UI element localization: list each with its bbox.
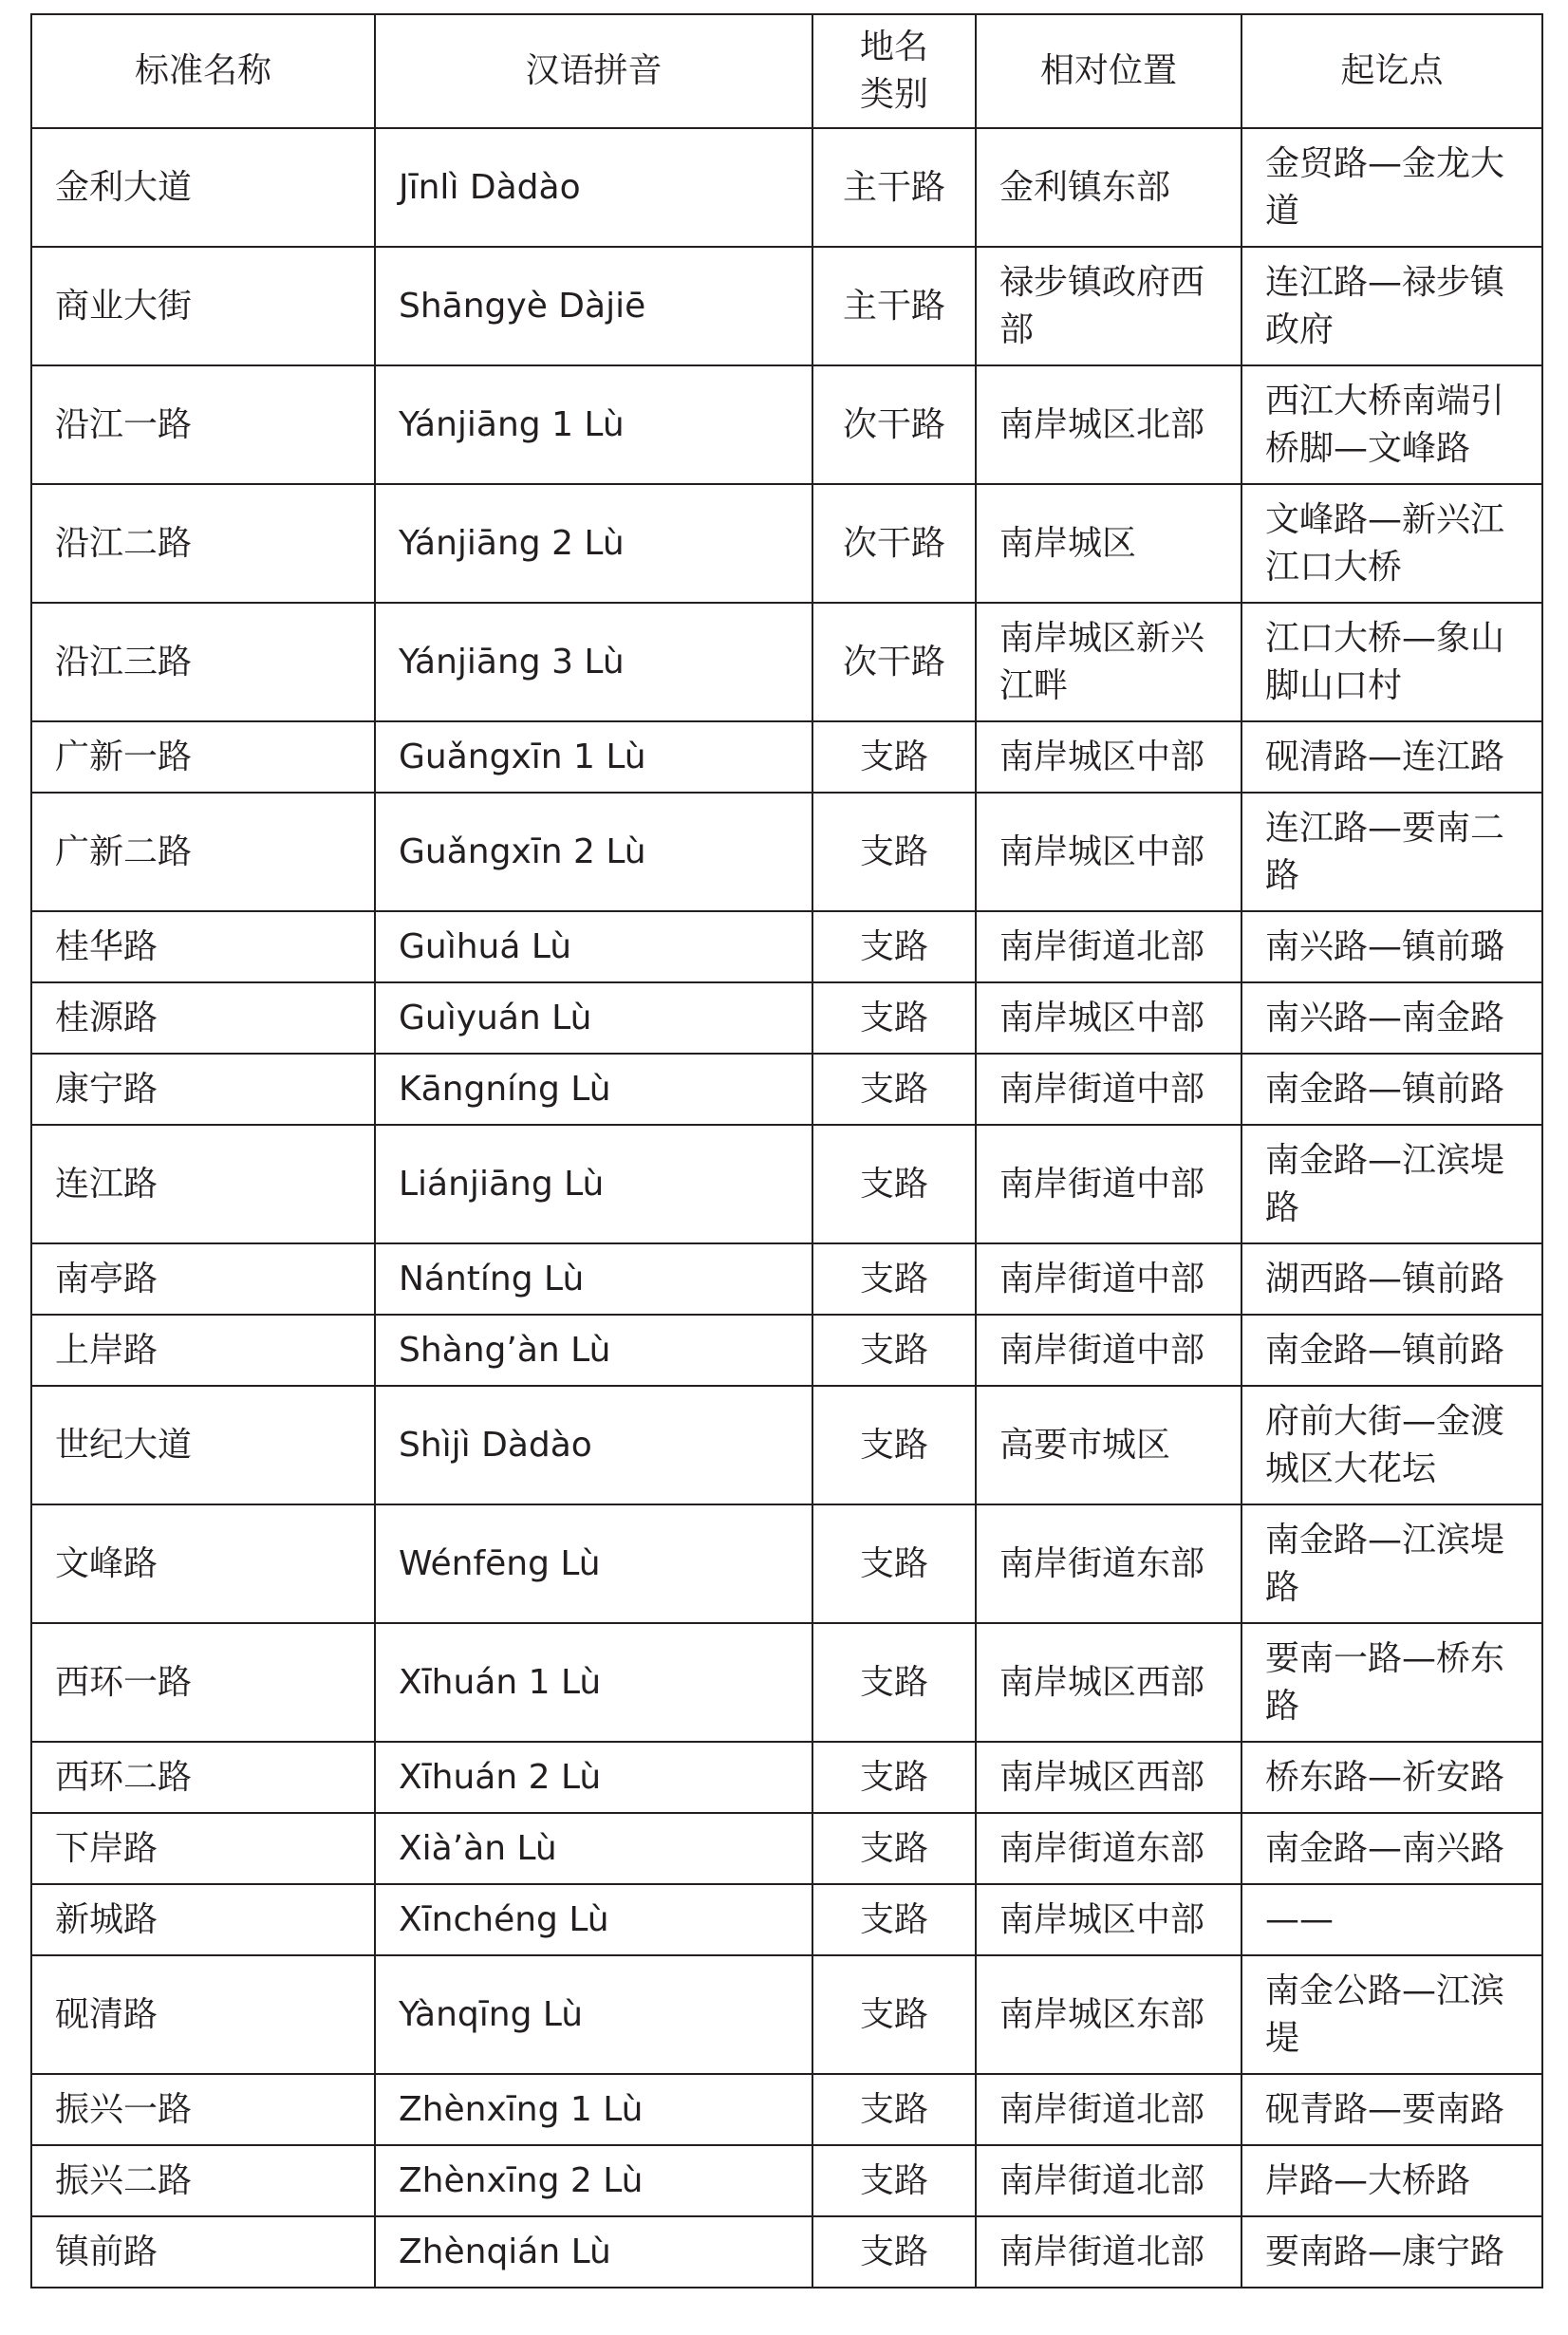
cell-category: 支路 (812, 1623, 976, 1742)
cell-pinyin: Xià’àn Lù (375, 1813, 812, 1884)
cell-standard-name: 沿江二路 (31, 484, 375, 603)
cell-category: 支路 (812, 1315, 976, 1386)
header-standard-name: 标准名称 (31, 14, 375, 128)
cell-category: 主干路 (812, 128, 976, 247)
cell-endpoints: 要南路—康宁路 (1241, 2216, 1542, 2288)
cell-category: 支路 (812, 793, 976, 911)
cell-pinyin: Guìyuán Lù (375, 982, 812, 1054)
cell-pinyin: Guìhuá Lù (375, 911, 812, 982)
header-row (31, 14, 1542, 128)
table-row (31, 1742, 1542, 1813)
cell-category: 次干路 (812, 603, 976, 721)
table-row (31, 721, 1542, 793)
cell-location: 南岸街道北部 (976, 911, 1241, 982)
table-body (31, 128, 1542, 2288)
cell-standard-name: 连江路 (31, 1125, 375, 1243)
cell-pinyin: Yánjiāng 1 Lù (375, 365, 812, 484)
cell-endpoints: 砚清路—连江路 (1241, 721, 1542, 793)
cell-standard-name: 康宁路 (31, 1054, 375, 1125)
cell-location: 高要市城区 (976, 1386, 1241, 1504)
table-row (31, 365, 1542, 484)
cell-standard-name: 下岸路 (31, 1813, 375, 1884)
cell-category: 支路 (812, 1813, 976, 1884)
cell-pinyin: Xīhuán 1 Lù (375, 1623, 812, 1742)
cell-category: 支路 (812, 1125, 976, 1243)
cell-category: 主干路 (812, 247, 976, 365)
cell-pinyin: Nántíng Lù (375, 1243, 812, 1315)
cell-category: 次干路 (812, 484, 976, 603)
table-row (31, 2216, 1542, 2288)
cell-location: 南岸街道北部 (976, 2145, 1241, 2216)
cell-endpoints: 桥东路—祈安路 (1241, 1742, 1542, 1813)
cell-endpoints: 南兴路—镇前璐 (1241, 911, 1542, 982)
cell-location: 南岸城区西部 (976, 1623, 1241, 1742)
table-row (31, 1623, 1542, 1742)
cell-location: 南岸街道中部 (976, 1243, 1241, 1315)
cell-location: 南岸城区新兴江畔 (976, 603, 1241, 721)
cell-standard-name: 上岸路 (31, 1315, 375, 1386)
header-category: 地名 类别 (812, 14, 976, 128)
table-row (31, 1315, 1542, 1386)
cell-pinyin: Shàng’àn Lù (375, 1315, 812, 1386)
cell-category: 支路 (812, 911, 976, 982)
cell-endpoints: 江口大桥—象山脚山口村 (1241, 603, 1542, 721)
cell-endpoints: 湖西路—镇前路 (1241, 1243, 1542, 1315)
cell-location: 南岸城区中部 (976, 721, 1241, 793)
cell-location: 南岸街道东部 (976, 1504, 1241, 1623)
cell-endpoints: 南兴路—南金路 (1241, 982, 1542, 1054)
road-names-table (30, 13, 1543, 2288)
cell-location: 禄步镇政府西部 (976, 247, 1241, 365)
cell-pinyin: Jīnlì Dàdào (375, 128, 812, 247)
table-row (31, 1054, 1542, 1125)
cell-category: 支路 (812, 1884, 976, 1955)
cell-standard-name: 桂华路 (31, 911, 375, 982)
cell-pinyin: Yánjiāng 2 Lù (375, 484, 812, 603)
cell-endpoints: 南金路—镇前路 (1241, 1315, 1542, 1386)
cell-location: 南岸街道中部 (976, 1054, 1241, 1125)
cell-endpoints: 府前大街—金渡城区大花坛 (1241, 1386, 1542, 1504)
cell-standard-name: 金利大道 (31, 128, 375, 247)
cell-endpoints: 南金路—南兴路 (1241, 1813, 1542, 1884)
cell-endpoints: 要南一路—桥东路 (1241, 1623, 1542, 1742)
cell-location: 南岸街道北部 (976, 2074, 1241, 2145)
cell-category: 支路 (812, 1054, 976, 1125)
cell-endpoints: 砚青路—要南路 (1241, 2074, 1542, 2145)
cell-category: 支路 (812, 1955, 976, 2074)
table-row (31, 1884, 1542, 1955)
cell-pinyin: Shìjì Dàdào (375, 1386, 812, 1504)
cell-pinyin: Zhènxīng 2 Lù (375, 2145, 812, 2216)
cell-category: 支路 (812, 2145, 976, 2216)
cell-standard-name: 沿江三路 (31, 603, 375, 721)
cell-category: 支路 (812, 1504, 976, 1623)
header-pinyin: 汉语拼音 (375, 14, 812, 128)
cell-standard-name: 振兴二路 (31, 2145, 375, 2216)
cell-endpoints: 金贸路—金龙大道 (1241, 128, 1542, 247)
table-row (31, 2145, 1542, 2216)
cell-location: 南岸街道东部 (976, 1813, 1241, 1884)
cell-location: 南岸街道北部 (976, 2216, 1241, 2288)
table-row (31, 1813, 1542, 1884)
table-row (31, 2074, 1542, 2145)
cell-pinyin: Zhènqián Lù (375, 2216, 812, 2288)
cell-location: 南岸城区 (976, 484, 1241, 603)
cell-endpoints: 西江大桥南端引桥脚—文峰路 (1241, 365, 1542, 484)
cell-standard-name: 商业大街 (31, 247, 375, 365)
cell-endpoints: 连江路—要南二路 (1241, 793, 1542, 911)
cell-location: 南岸城区西部 (976, 1742, 1241, 1813)
cell-pinyin: Guǎngxīn 2 Lù (375, 793, 812, 911)
table-row (31, 1243, 1542, 1315)
cell-pinyin: Zhènxīng 1 Lù (375, 2074, 812, 2145)
cell-standard-name: 新城路 (31, 1884, 375, 1955)
cell-endpoints: 南金路—江滨堤路 (1241, 1504, 1542, 1623)
cell-category: 支路 (812, 2216, 976, 2288)
cell-location: 南岸城区中部 (976, 982, 1241, 1054)
cell-standard-name: 广新二路 (31, 793, 375, 911)
cell-endpoints: 文峰路—新兴江江口大桥 (1241, 484, 1542, 603)
cell-location: 南岸街道中部 (976, 1125, 1241, 1243)
table-row (31, 247, 1542, 365)
header-location: 相对位置 (976, 14, 1241, 128)
cell-pinyin: Xīnchéng Lù (375, 1884, 812, 1955)
cell-endpoints: —— (1241, 1884, 1542, 1955)
table-row (31, 128, 1542, 247)
table-row (31, 603, 1542, 721)
table-row (31, 982, 1542, 1054)
cell-location: 南岸城区中部 (976, 1884, 1241, 1955)
table-row (31, 1386, 1542, 1504)
cell-endpoints: 岸路—大桥路 (1241, 2145, 1542, 2216)
cell-standard-name: 沿江一路 (31, 365, 375, 484)
cell-pinyin: Xīhuán 2 Lù (375, 1742, 812, 1813)
cell-standard-name: 桂源路 (31, 982, 375, 1054)
cell-standard-name: 西环一路 (31, 1623, 375, 1742)
cell-location: 南岸街道中部 (976, 1315, 1241, 1386)
cell-standard-name: 文峰路 (31, 1504, 375, 1623)
cell-category: 次干路 (812, 365, 976, 484)
table-row (31, 1125, 1542, 1243)
cell-location: 金利镇东部 (976, 128, 1241, 247)
cell-pinyin: Yánjiāng 3 Lù (375, 603, 812, 721)
cell-location: 南岸城区东部 (976, 1955, 1241, 2074)
cell-category: 支路 (812, 1386, 976, 1504)
cell-pinyin: Guǎngxīn 1 Lù (375, 721, 812, 793)
header-endpoints: 起讫点 (1241, 14, 1542, 128)
cell-endpoints: 南金路—江滨堤路 (1241, 1125, 1542, 1243)
cell-category: 支路 (812, 1742, 976, 1813)
cell-endpoints: 南金公路—江滨堤 (1241, 1955, 1542, 2074)
cell-standard-name: 西环二路 (31, 1742, 375, 1813)
cell-standard-name: 世纪大道 (31, 1386, 375, 1504)
table-row (31, 793, 1542, 911)
table-row (31, 484, 1542, 603)
cell-endpoints: 连江路—禄步镇政府 (1241, 247, 1542, 365)
cell-category: 支路 (812, 721, 976, 793)
cell-category: 支路 (812, 2074, 976, 2145)
cell-endpoints: 南金路—镇前路 (1241, 1054, 1542, 1125)
cell-location: 南岸城区中部 (976, 793, 1241, 911)
cell-pinyin: Kāngníng Lù (375, 1054, 812, 1125)
table-row (31, 911, 1542, 982)
table-row (31, 1955, 1542, 2074)
cell-standard-name: 振兴一路 (31, 2074, 375, 2145)
cell-standard-name: 砚清路 (31, 1955, 375, 2074)
cell-category: 支路 (812, 982, 976, 1054)
cell-location: 南岸城区北部 (976, 365, 1241, 484)
cell-standard-name: 镇前路 (31, 2216, 375, 2288)
cell-pinyin: Wénfēng Lù (375, 1504, 812, 1623)
cell-pinyin: Shāngyè Dàjiē (375, 247, 812, 365)
cell-category: 支路 (812, 1243, 976, 1315)
cell-pinyin: Yànqīng Lù (375, 1955, 812, 2074)
table-row (31, 1504, 1542, 1623)
cell-standard-name: 广新一路 (31, 721, 375, 793)
cell-standard-name: 南亭路 (31, 1243, 375, 1315)
cell-pinyin: Liánjiāng Lù (375, 1125, 812, 1243)
